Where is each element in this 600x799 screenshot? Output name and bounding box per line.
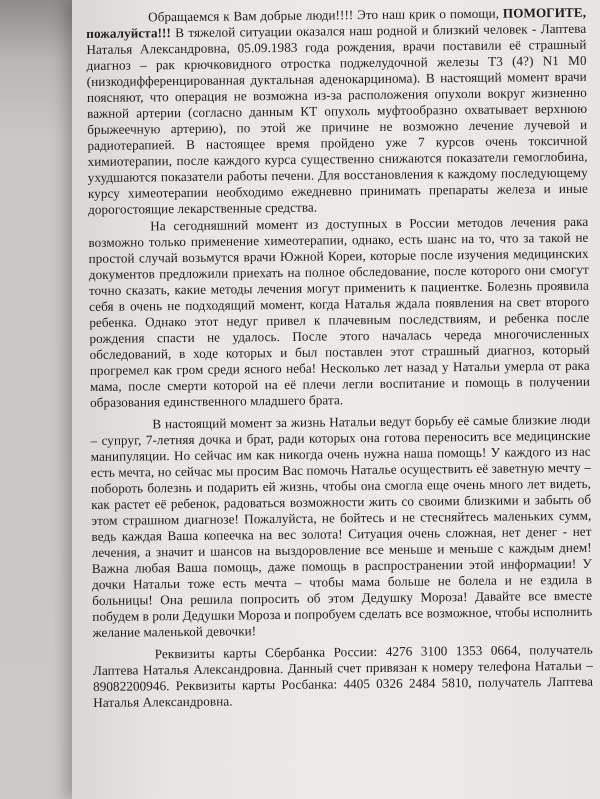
- paragraph-request: В настоящий момент за жизнь Натальи ведут борьбу её самые близкие люди – супруг, 7-летняя дочка и брат, ради которых она готова переносить все медицинские манипуляции. Но сейчас им как никогда очень нужна наша помощь! У каждого из нас есть мечта, но сейчас мы просим Вас помочь Наталье осуществить её заветную мечту – побороть болезнь и подарить ей жизнь, чтобы она смогла еще очень много лет видеть, как растет её ребенок, радоваться возможности жить со своими близкими и забыть об этом страшном диагнозе! Пожалуйста, не бойтесь и не стесняйтесь маленьких сумм, ведь каждая Ваша копеечка на вес золота! Ситуация очень сложная, нет денег - нет лечения, а значит и шансов на выздоровление все меньше и меньше с каждым днем! Важна любая Ваша помощь, даже помощь в распространении этой информации! У дочки Натальи тоже есть мечта – чтобы мама больше не болела и не ездила в больницы! Она решила попросить об этом Дедушку Мороза! Давайте все вместе побудем в роли Дедушки Мороза и попробуем сделать все возможное, чтобы исполнить желание маленькой девочки!: [90, 411, 593, 640]
- paragraph-bank-details: Реквизиты карты Сбербанка России: 4276 3100 1353 0664, получатель Лаптева Наталья Александровна. Данный счет привязан к номеру телефона Натальи – 89082200946. Реквизиты карты Росбанка: 4405 0326 2484 5810, получатель Лаптева Наталья Александровна.: [92, 641, 594, 710]
- paragraph-appeal: [86, 5, 588, 218]
- letter-body: [86, 5, 593, 712]
- appeal-lead: Обращаемся к Вам добрые люди!!!! Это наш крик о помощи,: [147, 5, 500, 25]
- appeal-plea: ПОМОГИТЕ, пожалуйста!!!: [86, 4, 587, 41]
- paragraph-treatment: На сегодняшний момент из доступных в России методов лечения рака возможно только применение химеотерапии, однако, есть шанс на то, что за такой не простой случай возьмутся врачи Южной Кореи, которые после изучения медицинских документов предложили приехать на полное обследование, после которого они смогут точно сказать, какие методы лечения могут применить к пациентке. Болезнь проявила себя в очень не подходящий момент, когда Наталья ждала появления на свет второго ребенка. Однако этот недуг привел к плачевным последствиям, и ребенка после рождения спасти не удалось. После этого началась череда многочисленных обследований, в ходе которых и был поставлен этот страшный диагноз, который прогремел как гром среди ясного неба! Несколько лет назад у Натальи умерла от рака мама, после смерти которой на её плечи легли воспитание и помощь в получении образования единственного младшего брата.: [88, 213, 590, 410]
- appeal-text: В тяжелой ситуации оказался наш родной и близкий человек - Лаптева Наталья Александровна, 05.09.1983 года рождения, врачи поставили её страшный диагноз – рак крючковидного отростка поджелудочной железы Т3 (4?) N1 M0 (низкодифференцированная дуктальная аденокарцинома). В настоящий момент врачи поясняют, что операция не возможна из-за расположения опухоли вокруг жизненно важной артерии (согласно данным КТ опухоль муфтообразно охватывает верхнюю брыжеечную артерию), по этой же причине не возможно лечение лучевой и радиотерапией. В настоящее время пройдено уже 7 курсов очень токсичной химиотерапии, после каждого курса существенно снижаются показатели гемоглобина, ухудшаются показатели работы печени. Для восстановления к каждому последующему курсу химеотерапии необходимо ежедневно принимать препараты железа и иные дорогостоящие лекарственные средства.: [86, 20, 588, 217]
